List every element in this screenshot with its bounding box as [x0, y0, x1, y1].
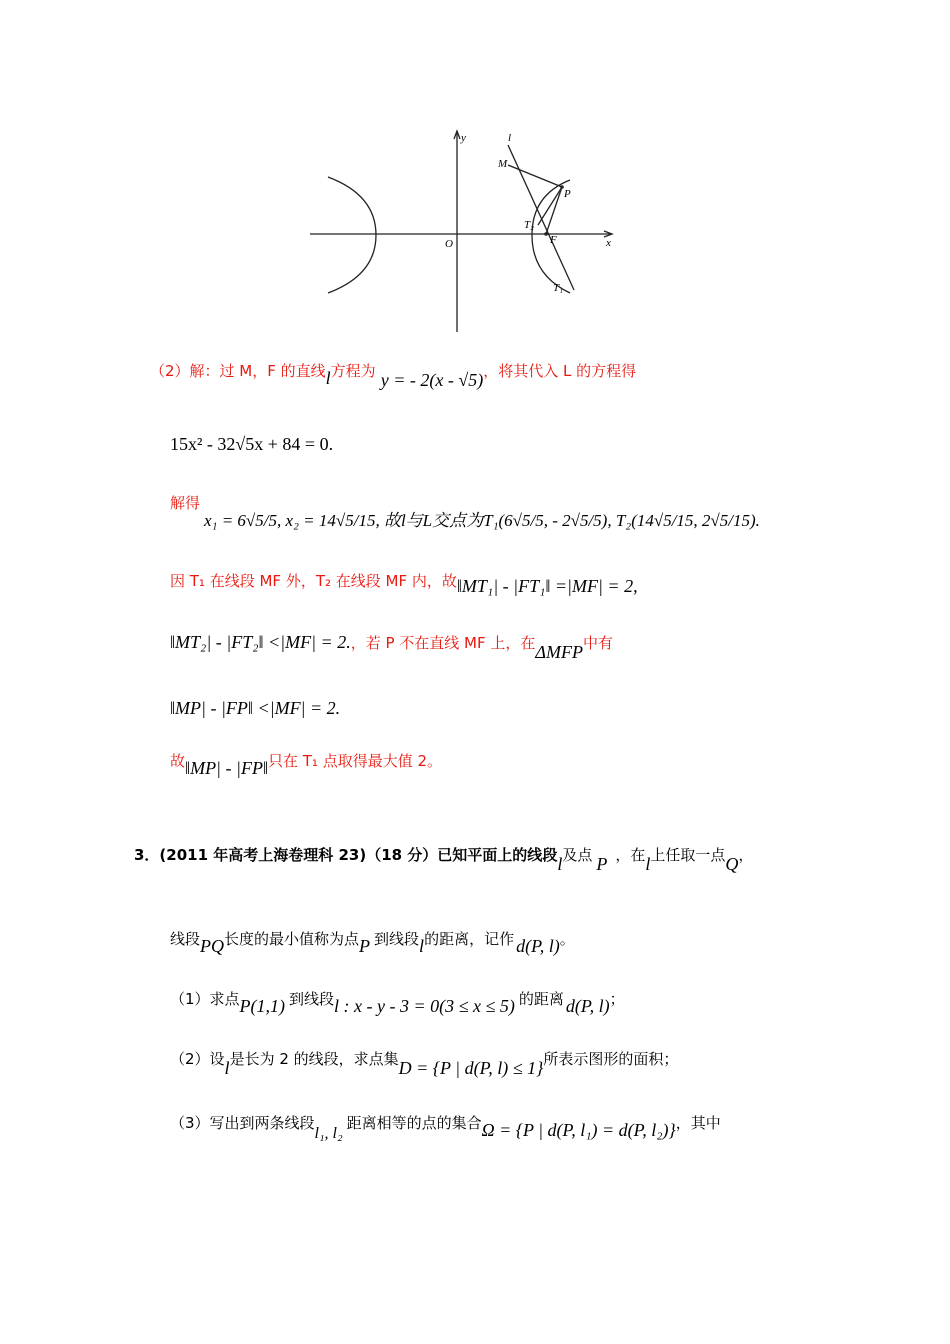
segment-T2P [538, 187, 562, 225]
solution-line1-eq: y = - 2(x - √5) [380, 370, 484, 390]
solution-line4-prefix: 因 T₁ 在线段 MF 外，T₂ 在线段 MF 内，故 [170, 572, 457, 590]
solution-line-4 [170, 570, 638, 596]
problem3-q2 [170, 1048, 679, 1078]
solution-line5-mid: ，若 P 不在直线 MF 上，在 [350, 634, 536, 652]
solution-line5-suffix: 中有 [582, 634, 613, 652]
solution-line7-eq: ‖MP| - |FP‖ [185, 758, 268, 778]
def-end: 。 [559, 930, 575, 948]
def-dPl: d(P, l) [516, 936, 560, 956]
solution-line4-eq: ‖MT₁| - |FT₁‖ =|MF| = 2, [456, 576, 638, 596]
segment-MP [508, 165, 562, 187]
def-b: 长度的最小值称为点 [224, 930, 360, 948]
q2-c: 所表示图形的面积； [543, 1050, 679, 1068]
problem3-q3 [170, 1112, 721, 1142]
label-x: x [606, 237, 611, 249]
problem3-header-text: 3．(2011 年高考上海卷理科 23)（18 分）已知平面上的线段 [134, 846, 558, 864]
q2-l: l [224, 1058, 230, 1078]
q3-l: l₁, l₂ [314, 1125, 343, 1142]
label-P: P [564, 188, 571, 200]
q3-b: 距离相等的点的集合 [346, 1114, 482, 1132]
def-a: 线段 [170, 930, 201, 948]
problem3-header-take: 上任取一点 [650, 846, 726, 864]
solution-line-1 [150, 360, 637, 390]
solution-solve-eq: x₁ = 6√5/5, x₂ = 14√5/15, 故l与L交点为T₁(6√5/5, - 2√5/5), T₂(14√5/15, 2√5/15). [204, 511, 760, 530]
problem3-header-Q: Q [725, 854, 739, 874]
label-y: y [461, 132, 466, 144]
problem3-header-and: 及点 [562, 846, 593, 864]
solution-line-5 [170, 632, 613, 662]
problem3-header-l: l [557, 854, 563, 874]
q1-d: d(P, l) [565, 996, 610, 1016]
solution-line7-prefix: 故 [170, 752, 186, 770]
problem3-definition [170, 928, 575, 956]
q2-eq: D = {P | d(P, l) ≤ 1} [398, 1058, 544, 1078]
hyperbola-figure [300, 125, 630, 337]
label-T2: T₂ [524, 219, 534, 231]
problem3-header-P: P [596, 854, 608, 874]
label-O: O [445, 238, 453, 250]
q1-c: 的距离 [518, 990, 564, 1008]
q1-a: （1）求点 [170, 990, 240, 1008]
def-c: 到线段 [374, 930, 420, 948]
solution-solve-label [170, 492, 200, 513]
def-d: 的距离，记作 [424, 930, 515, 948]
solution-line-6: ‖MP| - |FP‖ <|MF| = 2. [170, 698, 341, 718]
q3-eq: Ω = {P | d(P, l₁) = d(P, l₂)} [481, 1120, 676, 1140]
q1-eq: l : x - y - 3 = 0(3 ≤ x ≤ 5) [334, 996, 515, 1016]
point-F [544, 232, 548, 236]
problem3-q1 [170, 988, 625, 1016]
solution-eq2: 15x² - 32√5x + 84 = 0. [170, 434, 334, 454]
def-P: P [359, 936, 371, 956]
q1-b: 到线段 [289, 990, 335, 1008]
solution-line1-suffix: ，将其代入 L 的方程得 [483, 362, 637, 380]
problem3-header-on: ，在 [615, 846, 646, 864]
solution-line1-prefix: （2）解：过 M，F 的直线 [150, 362, 326, 380]
def-PQ: PQ [200, 936, 225, 956]
label-F: F [550, 234, 557, 246]
q1-P: P(1,1) [239, 996, 286, 1016]
problem3-header-comma: ， [738, 846, 754, 864]
solution-line7-suffix: 只在 T₁ 点取得最大值 2。 [268, 752, 443, 770]
problem3-header [134, 844, 754, 874]
q3-c: ，其中 [675, 1114, 721, 1132]
q2-a: （2）设 [170, 1050, 225, 1068]
solution-line5-tri: ΔMFP [535, 642, 583, 662]
solution-line5-eq: ‖MT₂| - |FT₂‖ <|MF| = 2. [170, 632, 351, 652]
solution-line-7 [170, 750, 443, 778]
solve-label: 解得 [170, 494, 201, 512]
hyperbola-left-branch [328, 177, 376, 293]
def-l: l [419, 936, 425, 956]
solution-line1-mid: 方程为 [330, 362, 376, 380]
q1-end: ； [609, 990, 625, 1008]
q2-b: 是长为 2 的线段，求点集 [229, 1050, 399, 1068]
solution-line1-l: l [325, 368, 331, 388]
q3-a: （3）写出到两条线段 [170, 1114, 315, 1132]
label-M: M [498, 158, 508, 170]
label-T1: T₁ [553, 282, 563, 294]
problem3-header-l2: l [645, 854, 651, 874]
label-l: l [508, 132, 512, 144]
